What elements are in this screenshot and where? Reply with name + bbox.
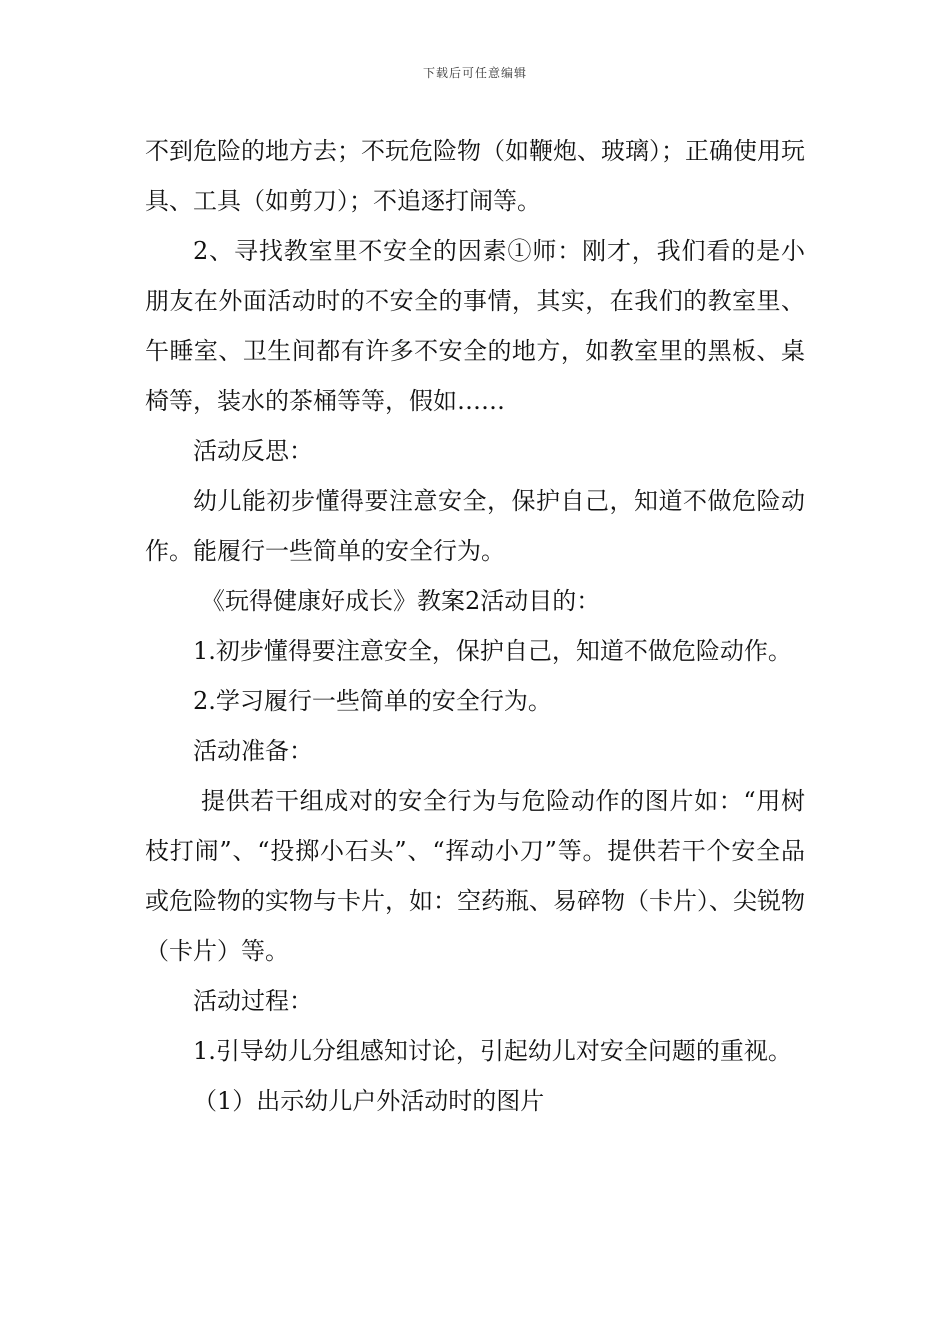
heading-lesson-2-goals: 《玩得健康好成长》教案2活动目的： xyxy=(201,587,601,615)
paragraph-classroom-hazards: 2、寻找教室里不安全的因素①师：刚才，我们看的是小朋友在外面活动时的不安全的事情，其实，在我们的教室里、午睡室、卫生间都有许多不安全的地方，如教室里的黑板、桌椅等，装水的茶桶等等，假如…… xyxy=(145,237,805,415)
goal-item-1: 1.初步懂得要注意安全，保护自己，知道不做危险动作。 xyxy=(193,637,792,665)
process-substep-1: （1）出示幼儿户外活动时的图片 xyxy=(193,1087,545,1115)
paragraph-safety-rules: 不到危险的地方去；不玩危险物（如鞭炮、玻璃）；正确使用玩具、工具（如剪刀）；不追逐打闹等。 xyxy=(145,137,805,215)
goal-item-2: 2.学习履行一些简单的安全行为。 xyxy=(193,687,552,715)
document-body xyxy=(145,126,805,1126)
heading-activity-process: 活动过程： xyxy=(193,987,313,1015)
heading-activity-reflection: 活动反思： xyxy=(193,437,313,465)
heading-activity-preparation: 活动准备： xyxy=(193,737,313,765)
process-step-1: 1.引导幼儿分组感知讨论，引起幼儿对安全问题的重视。 xyxy=(193,1037,792,1065)
paragraph-reflection: 幼儿能初步懂得要注意安全，保护自己，知道不做危险动作。能履行一些简单的安全行为。 xyxy=(145,487,805,565)
paragraph-preparation: 提供若干组成对的安全行为与危险动作的图片如：“用树枝打闹”、“投掷小石头”、“挥动小刀”等。提供若干个安全品或危险物的实物与卡片，如：空药瓶、易碎物（卡片）、尖锐物（卡片）等。 xyxy=(145,787,805,965)
page-header: 下载后可任意编辑 xyxy=(422,66,527,80)
